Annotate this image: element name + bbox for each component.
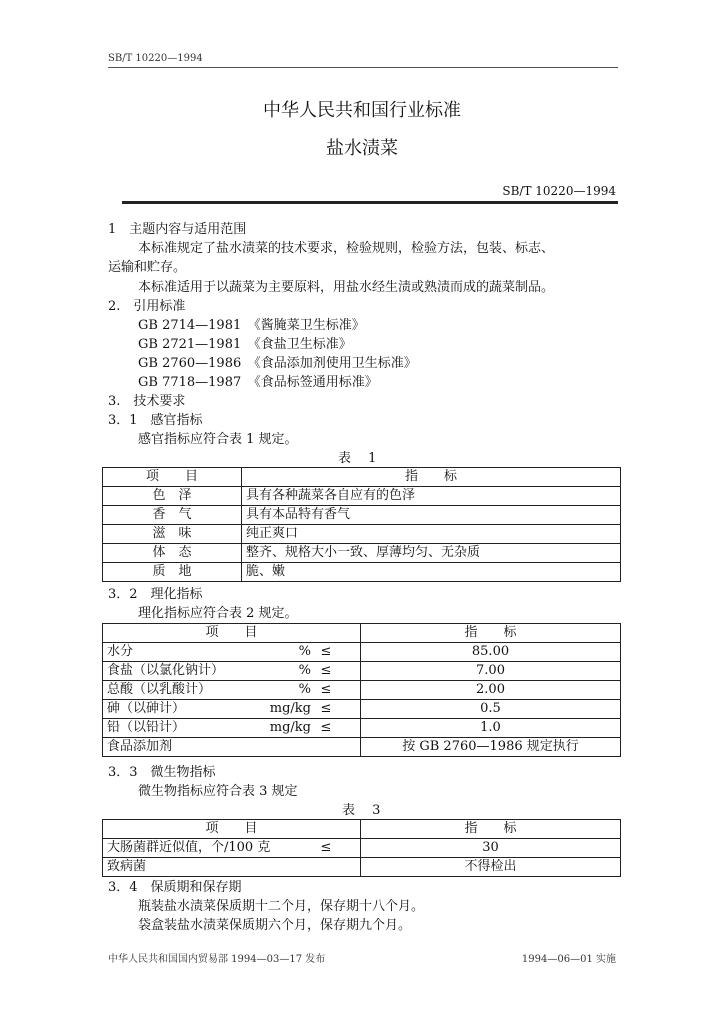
table-cell [103, 643, 361, 662]
unit-label: mg/kg [269, 701, 311, 716]
item-label: 致病菌 [107, 859, 147, 874]
table-row [103, 662, 621, 681]
table-cell: 具有本品特有香气 [242, 506, 621, 525]
header-rule [108, 67, 618, 68]
reference-item: GB 2760—1986 《食品添加剂使用卫生标准》 [138, 356, 417, 371]
table-cell: 具有各种蔬菜各自应有的色泽 [242, 487, 621, 506]
table-row [103, 700, 621, 719]
unit-label: % [298, 663, 311, 678]
table-row [103, 681, 621, 700]
reference-item: GB 2721—1981 《食盐卫生标准》 [138, 337, 352, 352]
footer-issued: 中华人民共和国国内贸易部 1994—03—17 发布 [108, 954, 326, 965]
table-cell: 30 [361, 839, 621, 858]
table-cell: 脆、嫩 [242, 563, 621, 582]
table-row [103, 643, 621, 662]
section-3-heading: 3. 技术要求 [108, 394, 186, 409]
table-cell [103, 700, 361, 719]
comparison-operator: ≤ [320, 840, 332, 855]
table-cell: 1.0 [361, 719, 621, 738]
comparison-operator: ≤ [320, 682, 332, 697]
table-row [103, 719, 621, 738]
table-cell: 2.00 [361, 681, 621, 700]
table-row [103, 506, 621, 525]
item-label: 大肠菌群近似值，个/100 克 [107, 840, 271, 855]
title-rule [122, 201, 618, 204]
item-label: 砷（以砷计） [107, 701, 186, 716]
section-1-para-1a: 本标准规定了盐水渍菜的技术要求，检验规则，检验方法，包装、标志、 [138, 241, 555, 256]
comparison-operator: ≤ [320, 701, 332, 716]
table-row [103, 487, 621, 506]
section-3-2-text: 理化指标应符合表 2 规定。 [138, 606, 298, 621]
item-label: 食品添加剂 [107, 739, 173, 754]
table-cell: 7.00 [361, 662, 621, 681]
table-header-row [103, 820, 621, 839]
section-1-heading: 1 主题内容与适用范围 [108, 222, 247, 237]
unit-label: mg/kg [269, 720, 311, 735]
table-header-cell: 指 标 [242, 468, 621, 487]
section-3-4-heading: 3．4 保质期和保存期 [108, 880, 242, 895]
table-header-cell: 项 目 [103, 468, 242, 487]
table-header-cell: 项 目 [103, 624, 361, 643]
table-row [103, 738, 621, 757]
document-subtitle: 盐水渍菜 [326, 138, 398, 159]
reference-item: GB 7718—1987 《食品标签通用标准》 [138, 375, 378, 390]
reference-item: GB 2714—1981 《酱腌菜卫生标准》 [138, 318, 365, 333]
footer-effective: 1994—06—01 实施 [521, 954, 616, 965]
table-row [103, 544, 621, 563]
section-1-para-2: 本标准适用于以蔬菜为主要原料，用盐水经生渍或熟渍而成的蔬菜制品。 [138, 280, 555, 295]
table-cell: 按 GB 2760—1986 规定执行 [361, 738, 621, 757]
table-cell [103, 738, 361, 757]
table-cell [103, 839, 361, 858]
table-cell [103, 858, 361, 877]
table-cell [103, 719, 361, 738]
table-row [103, 525, 621, 544]
section-3-3-heading: 3．3 微生物指标 [108, 765, 216, 780]
table-cell: 色 泽 [103, 487, 242, 506]
table-cell: 整齐、规格大小一致、厚薄均匀、无杂质 [242, 544, 621, 563]
table-cell: 香 气 [103, 506, 242, 525]
table-cell: 不得检出 [361, 858, 621, 877]
table-header-row [103, 624, 621, 643]
section-3-2-heading: 3．2 理化指标 [108, 587, 203, 602]
table-cell [103, 681, 361, 700]
table-header-cell: 项 目 [103, 820, 361, 839]
section-3-3-text: 微生物指标应符合表 3 规定 [138, 784, 298, 799]
table-cell: 体 态 [103, 544, 242, 563]
table-cell [103, 662, 361, 681]
table-2 [102, 623, 621, 757]
table-1 [102, 467, 621, 582]
item-label: 铅（以铅计） [107, 720, 186, 735]
table-header-row [103, 468, 621, 487]
header-code: SB/T 10220—1994 [108, 53, 203, 64]
table-cell: 85.00 [361, 643, 621, 662]
table-3-caption: 表 3 [342, 803, 381, 818]
section-3-1-text: 感官指标应符合表 1 规定。 [138, 432, 298, 447]
table-header-cell: 指 标 [361, 624, 621, 643]
standard-code: SB/T 10220—1994 [502, 184, 616, 198]
table-1-caption: 表 1 [338, 451, 377, 466]
section-3-1-heading: 3．1 感官指标 [108, 413, 203, 428]
table-cell: 质 地 [103, 563, 242, 582]
table-header-cell: 指 标 [361, 820, 621, 839]
table-row [103, 839, 621, 858]
unit-label: % [298, 644, 311, 659]
comparison-operator: ≤ [320, 644, 332, 659]
table-cell: 0.5 [361, 700, 621, 719]
table-row [103, 563, 621, 582]
comparison-operator: ≤ [320, 720, 332, 735]
section-2-heading: 2. 引用标准 [108, 299, 186, 314]
table-cell: 滋 味 [103, 525, 242, 544]
item-label: 水分 [107, 644, 134, 659]
comparison-operator: ≤ [320, 663, 332, 678]
document-title: 中华人民共和国行业标准 [263, 100, 461, 121]
table-3 [102, 819, 621, 877]
section-3-4-para-2: 袋盒装盐水渍菜保质期六个月，保存期九个月。 [138, 918, 412, 933]
item-label: 食盐（以氯化钠计） [107, 663, 225, 678]
section-1-para-1b: 运输和贮存。 [108, 260, 187, 275]
section-3-4-para-1: 瓶装盐水渍菜保质期十二个月，保存期十八个月。 [138, 899, 425, 914]
item-label: 总酸（以乳酸计） [107, 682, 212, 697]
table-cell: 纯正爽口 [242, 525, 621, 544]
table-row [103, 858, 621, 877]
unit-label: % [298, 682, 311, 697]
